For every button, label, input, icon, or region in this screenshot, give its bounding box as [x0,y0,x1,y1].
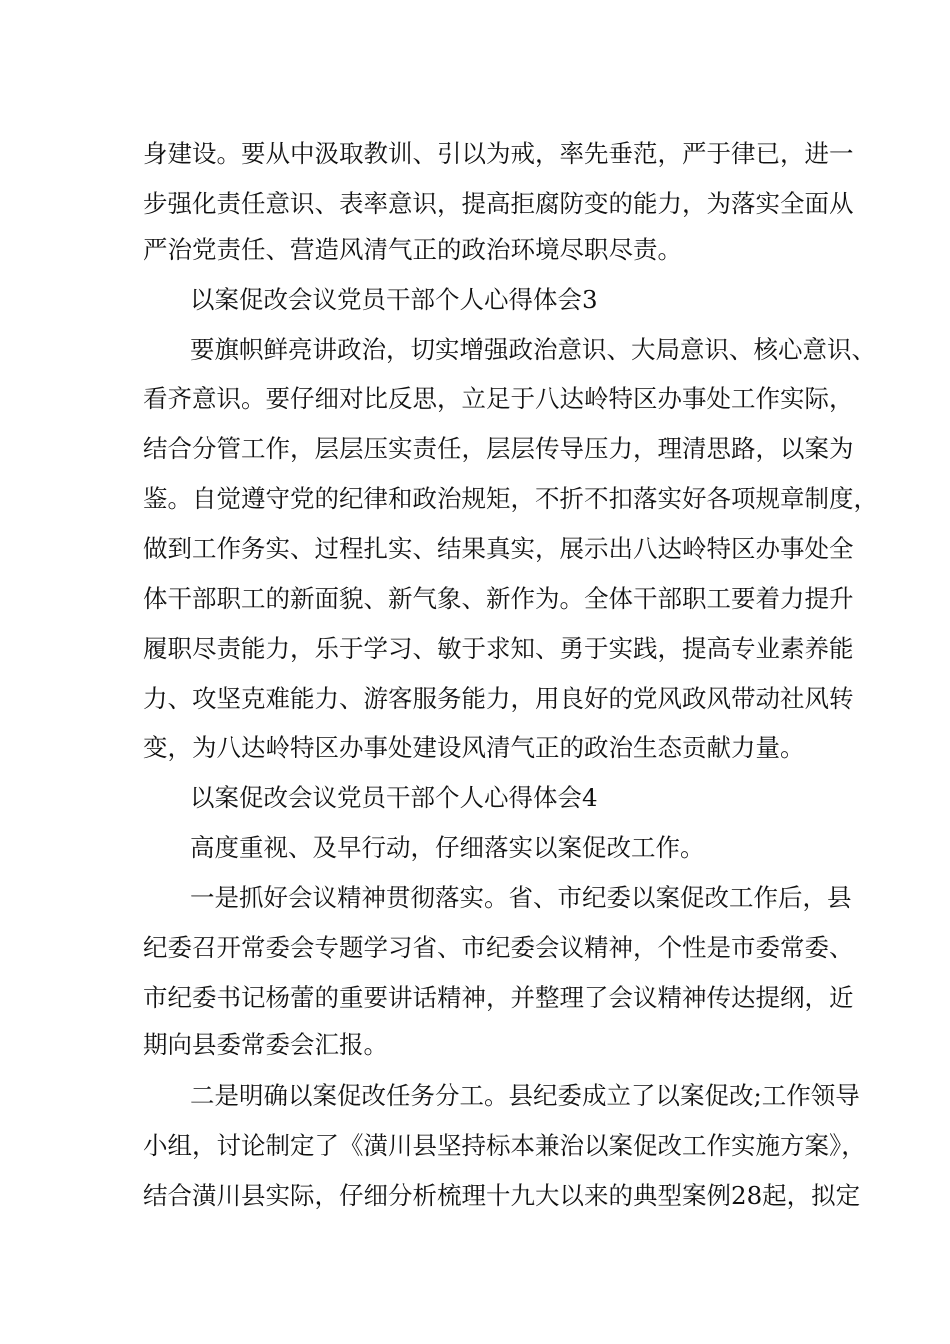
paragraph-start-line: 一是抓好会议精神贯彻落实。省、市纪委以案促改工作后，县 [190,883,852,912]
paragraph-start-line: 要旗帜鲜亮讲政治，切实增强政治意识、大局意识、核心意识、 [190,335,876,364]
body-text-line: 身建设。要从中汲取教训、引以为戒，率先垂范，严于律已，进一 [143,139,854,168]
paragraph-start-line: 二是明确以案促改任务分工。县纪委成立了以案促改;工作领导 [190,1081,860,1110]
body-text-line: 结合分管工作，层层压实责任，层层传导压力，理清思路，以案为 [143,434,854,463]
body-text-line: 纪委召开常委会专题学习省、市纪委会议精神，个性是市委常委、 [143,933,854,962]
body-text-line: 小组，讨论制定了《潢川县坚持标本兼治以案促改工作实施方案》， [143,1131,866,1160]
section-heading: 以案促改会议党员干部个人心得体会3 [190,285,598,314]
paragraph-start-line: 高度重视、及早行动，仔细落实以案促改工作。 [190,833,705,862]
body-text-line: 看齐意识。要仔细对比反思，立足于八达岭特区办事处工作实际， [143,384,854,413]
section-heading: 以案促改会议党员干部个人心得体会4 [190,783,598,812]
body-text-line: 履职尽责能力，乐于学习、敏于求知、勇于实践，提高专业素养能 [143,634,854,663]
body-text-line: 步强化责任意识、表率意识，提高拒腐防变的能力，为落实全面从 [143,189,854,218]
body-text-line: 变，为八达岭特区办事处建设风清气正的政治生态贡献力量。 [143,733,805,762]
body-text-line: 力、攻坚克难能力、游客服务能力，用良好的党风政风带动社风转 [143,684,854,713]
body-text-line: 体干部职工的新面貌、新气象、新作为。全体干部职工要着力提升 [143,584,854,613]
body-text-line: 结合潢川县实际，仔细分析梳理十九大以来的典型案例28起，拟定 [143,1181,861,1210]
body-text-line: 市纪委书记杨蕾的重要讲话精神，并整理了会议精神传达提纲，近 [143,983,854,1012]
body-text-line: 期向县委常委会汇报。 [143,1030,388,1059]
body-text-line: 严治党责任、营造风清气正的政治环境尽职尽责。 [143,235,682,264]
body-text-line: 鉴。自觉遵守党的纪律和政治规矩，不折不扣落实好各项规章制度， [143,484,878,513]
body-text-line: 做到工作务实、过程扎实、结果真实，展示出八达岭特区办事处全 [143,534,854,563]
